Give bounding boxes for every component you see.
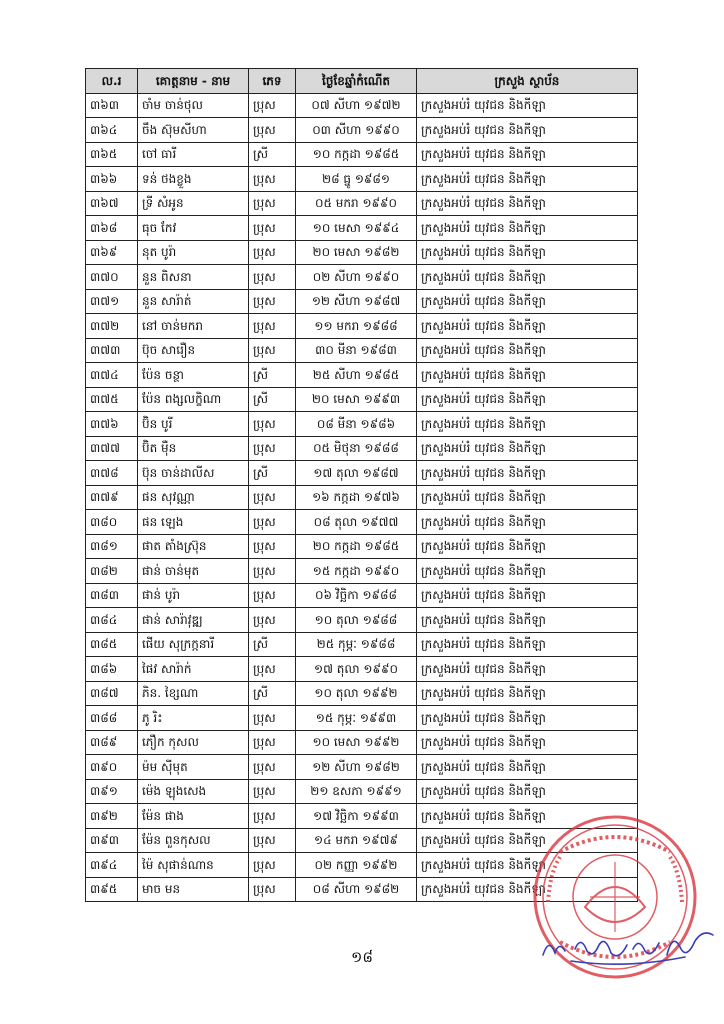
cell-name: នុត បូរ៉ា [138, 240, 249, 265]
cell-no: ៣៧៨ [86, 461, 138, 486]
cell-sex: ប្រុស [249, 755, 296, 780]
cell-ministry: ក្រសួងអប់រំ យុវជន និងកីឡា [417, 338, 638, 363]
cell-sex: ប្រុស [249, 706, 296, 731]
cell-sex: ប្រុស [249, 191, 296, 216]
cell-sex: ប្រុស [249, 534, 296, 559]
cell-sex: ប្រុស [249, 436, 296, 461]
cell-name: នួន សារ៉ាត់ [138, 289, 249, 314]
table-row [86, 387, 638, 412]
cell-sex: ប្រុស [249, 730, 296, 755]
cell-name: ប៊ុច សារឿន [138, 338, 249, 363]
cell-no: ៣៦៣ [86, 93, 138, 118]
table-row [86, 265, 638, 290]
cell-dob: ០៨ មីនា ១៩៨៦ [296, 412, 417, 437]
cell-sex: ប្រុស [249, 583, 296, 608]
cell-name: ចៅ ធារី [138, 142, 249, 167]
cell-sex: ប្រុស [249, 216, 296, 241]
cell-no: ៣៧១ [86, 289, 138, 314]
cell-no: ៣៨២ [86, 559, 138, 584]
table-row [86, 681, 638, 706]
table-row [86, 240, 638, 265]
table-row [86, 632, 638, 657]
cell-ministry: ក្រសួងអប់រំ យុវជន និងកីឡា [417, 216, 638, 241]
cell-ministry: ក្រសួងអប់រំ យុវជន និងកីឡា [417, 265, 638, 290]
cell-sex: ប្រុស [249, 559, 296, 584]
cell-name: ប៊ុន ចាន់ដាលីស [138, 461, 249, 486]
cell-sex: ប្រុស [249, 314, 296, 339]
cell-name: ផន ឡេង [138, 510, 249, 535]
cell-sex: ប្រុស [249, 510, 296, 535]
cell-name: ម៉ម ស៊ីមុត [138, 755, 249, 780]
cell-ministry: ក្រសួងអប់រំ យុវជន និងកីឡា [417, 485, 638, 510]
cell-dob: ០៨ តុលា ១៩៧៧ [296, 510, 417, 535]
cell-no: ៣៨៣ [86, 583, 138, 608]
cell-name: ផៃវ សារ៉ាក់ [138, 657, 249, 682]
cell-name: ភឿក កុសល [138, 730, 249, 755]
table-row [86, 363, 638, 388]
cell-name: ចឹង ស៊ុមសីហា [138, 118, 249, 143]
cell-ministry: ក្រសួងអប់រំ យុវជន និងកីឡា [417, 142, 638, 167]
cell-sex: ប្រុស [249, 779, 296, 804]
cell-dob: ០៦ វិច្ឆិកា ១៩៨៨ [296, 583, 417, 608]
table-row [86, 118, 638, 143]
cell-sex: ស្រី [249, 681, 296, 706]
cell-dob: ០២ កញ្ញា ១៩៩២ [296, 853, 417, 878]
cell-no: ៣៨១ [86, 534, 138, 559]
cell-ministry: ក្រសួងអប់រំ យុវជន និងកីឡា [417, 510, 638, 535]
cell-no: ៣៩១ [86, 779, 138, 804]
cell-name: ប៊ិន បូរី [138, 412, 249, 437]
cell-sex: ស្រី [249, 363, 296, 388]
header-ministry: ក្រសួង ស្ថាប័ន [417, 69, 638, 94]
cell-name: ទន់ ថងខ្លួង [138, 167, 249, 192]
cell-sex: ស្រី [249, 387, 296, 412]
cell-name: មាច មន [138, 877, 249, 902]
cell-ministry: ក្រសួងអប់រំ យុវជន និងកីឡា [417, 191, 638, 216]
cell-dob: ១០ មេសា ១៩៩៤ [296, 216, 417, 241]
cell-dob: ១០ តុលា ១៩៩២ [296, 681, 417, 706]
cell-no: ៣៦៦ [86, 167, 138, 192]
cell-name: ចាំម ចាន់ថុល [138, 93, 249, 118]
table-row [86, 338, 638, 363]
cell-name: ផាន់ សារ៉ាវុឌ្ឍ [138, 608, 249, 633]
cell-dob: ១៦ កក្កដា ១៩៧៦ [296, 485, 417, 510]
cell-dob: ២០ មេសា ១៩៩៣ [296, 387, 417, 412]
cell-ministry: ក្រសួងអប់រំ យុវជន និងកីឡា [417, 804, 638, 829]
cell-sex: ប្រុស [249, 412, 296, 437]
cell-ministry: ក្រសួងអប់រំ យុវជន និងកីឡា [417, 779, 638, 804]
cell-sex: ប្រុស [249, 657, 296, 682]
cell-name: ម៉ៃ សុផាន់ណាន [138, 853, 249, 878]
cell-no: ៣៨៥ [86, 632, 138, 657]
cell-dob: ២០ មេសា ១៩៨២ [296, 240, 417, 265]
cell-sex: ប្រុស [249, 804, 296, 829]
cell-no: ៣៧៦ [86, 412, 138, 437]
cell-name: ម៉ែន ពួនកុសល [138, 828, 249, 853]
table-row [86, 93, 638, 118]
cell-name: ផាន់ បូរ៉ា [138, 583, 249, 608]
cell-dob: ២៥ កុម្ភៈ ១៩៨៨ [296, 632, 417, 657]
signature [535, 915, 720, 975]
table-row [86, 167, 638, 192]
table-row [86, 534, 638, 559]
cell-name: នៅ ចាន់មករា [138, 314, 249, 339]
cell-dob: ១៥ កុម្ភៈ ១៩៩៣ [296, 706, 417, 731]
cell-sex: ប្រុស [249, 338, 296, 363]
cell-ministry: ក្រសួងអប់រំ យុវជន និងកីឡា [417, 681, 638, 706]
table-row [86, 559, 638, 584]
cell-sex: ប្រុស [249, 93, 296, 118]
cell-name: ធុច កែវ [138, 216, 249, 241]
cell-sex: ប្រុស [249, 828, 296, 853]
cell-name: ម៉ែន ផាង [138, 804, 249, 829]
cell-ministry: ក្រសួងអប់រំ យុវជន និងកីឡា [417, 657, 638, 682]
cell-no: ៣៦៨ [86, 216, 138, 241]
cell-ministry: ក្រសួងអប់រំ យុវជន និងកីឡា [417, 240, 638, 265]
cell-ministry: ក្រសួងអប់រំ យុវជន និងកីឡា [417, 412, 638, 437]
cell-no: ៣៨៩ [86, 730, 138, 755]
cell-no: ៣៨៦ [86, 657, 138, 682]
cell-dob: ១៧ វិច្ឆិកា ១៩៩៣ [296, 804, 417, 829]
table-row [86, 583, 638, 608]
table-row [86, 779, 638, 804]
cell-sex: ប្រុស [249, 877, 296, 902]
cell-dob: ១៧ តុលា ១៩៩០ [296, 657, 417, 682]
table-row [86, 289, 638, 314]
cell-no: ៣៩៣ [86, 828, 138, 853]
table-row [86, 412, 638, 437]
cell-ministry: ក្រសួងអប់រំ យុវជន និងកីឡា [417, 534, 638, 559]
cell-ministry: ក្រសួងអប់រំ យុវជន និងកីឡា [417, 877, 638, 902]
cell-dob: ១១ មករា ១៩៨៨ [296, 314, 417, 339]
cell-no: ៣៨៨ [86, 706, 138, 731]
header-dob: ថ្ងៃខែឆ្នាំកំណើត [296, 69, 417, 94]
cell-sex: ប្រុស [249, 265, 296, 290]
header-no: ល.រ [86, 69, 138, 94]
table-row [86, 608, 638, 633]
cell-sex: ប្រុស [249, 167, 296, 192]
cell-name: ផន សុវណ្ណា [138, 485, 249, 510]
cell-ministry: ក្រសួងអប់រំ យុវជន និងកីឡា [417, 93, 638, 118]
cell-no: ៣៧៧ [86, 436, 138, 461]
cell-dob: ១២ សីហា ១៩៨២ [296, 755, 417, 780]
cell-no: ៣៧៥ [86, 387, 138, 412]
cell-ministry: ក្រសួងអប់រំ យុវជន និងកីឡា [417, 706, 638, 731]
table-row [86, 730, 638, 755]
cell-no: ៣៦៥ [86, 142, 138, 167]
cell-no: ៣៦៤ [86, 118, 138, 143]
cell-sex: ស្រី [249, 142, 296, 167]
cell-sex: ប្រុស [249, 289, 296, 314]
cell-dob: ០២ សីហា ១៩៩០ [296, 265, 417, 290]
cell-name: ផាត តាំងស្រ៊ុន [138, 534, 249, 559]
cell-name: ប៉ែន ចន្ថា [138, 363, 249, 388]
cell-name: ម៉េង ឡុងសេង [138, 779, 249, 804]
cell-ministry: ក្រសួងអប់រំ យុវជន និងកីឡា [417, 118, 638, 143]
cell-ministry: ក្រសួងអប់រំ យុវជន និងកីឡា [417, 436, 638, 461]
table-row [86, 436, 638, 461]
cell-dob: ១២ សីហា ១៩៨៧ [296, 289, 417, 314]
table-row [86, 706, 638, 731]
header-sex: ភេទ [249, 69, 296, 94]
cell-dob: ១០ តុលា ១៩៨៨ [296, 608, 417, 633]
cell-no: ៣៩៤ [86, 853, 138, 878]
cell-ministry: ក្រសួងអប់រំ យុវជន និងកីឡា [417, 387, 638, 412]
cell-dob: ០៧ សីហា ១៩៧២ [296, 93, 417, 118]
table-header-row [86, 69, 638, 94]
cell-dob: ០៥ មិថុនា ១៩៨៨ [296, 436, 417, 461]
cell-ministry: ក្រសួងអប់រំ យុវជន និងកីឡា [417, 828, 638, 853]
cell-name: ទ្រី សំអូន [138, 191, 249, 216]
cell-ministry: ក្រសួងអប់រំ យុវជន និងកីឡា [417, 853, 638, 878]
cell-dob: ២១ ឧសភា ១៩៩១ [296, 779, 417, 804]
cell-ministry: ក្រសួងអប់រំ យុវជន និងកីឡា [417, 363, 638, 388]
cell-ministry: ក្រសួងអប់រំ យុវជន និងកីឡា [417, 755, 638, 780]
cell-dob: ០៥ មករា ១៩៩០ [296, 191, 417, 216]
cell-no: ៣៦៧ [86, 191, 138, 216]
cell-dob: ១៥ កក្កដា ១៩៩០ [296, 559, 417, 584]
cell-ministry: ក្រសួងអប់រំ យុវជន និងកីឡា [417, 559, 638, 584]
cell-dob: ០៨ សីហា ១៩៨២ [296, 877, 417, 902]
cell-dob: ២០ កក្កដា ១៩៨៥ [296, 534, 417, 559]
cell-ministry: ក្រសួងអប់រំ យុវជន និងកីឡា [417, 167, 638, 192]
cell-ministry: ក្រសួងអប់រំ យុវជន និងកីឡា [417, 608, 638, 633]
page-number: ១៨ [351, 948, 373, 966]
cell-no: ៣៧៤ [86, 363, 138, 388]
cell-name: ភិន. ខ្សៃណា [138, 681, 249, 706]
cell-dob: ២៥ សីហា ១៩៨៥ [296, 363, 417, 388]
cell-no: ៣៦៩ [86, 240, 138, 265]
cell-no: ៣៧០ [86, 265, 138, 290]
table-row [86, 142, 638, 167]
document-sheet [85, 68, 637, 902]
cell-name: ផាន់ ចាន់មុត [138, 559, 249, 584]
cell-sex: ប្រុស [249, 118, 296, 143]
cell-ministry: ក្រសួងអប់រំ យុវជន និងកីឡា [417, 730, 638, 755]
cell-no: ៣៧២ [86, 314, 138, 339]
cell-name: ប៉ែន ពង្សលក្ខិណា [138, 387, 249, 412]
cell-sex: ប្រុស [249, 608, 296, 633]
cell-sex: ប្រុស [249, 485, 296, 510]
cell-name: ផើយ សុក្រក្កនារី [138, 632, 249, 657]
cell-dob: ៣០ មីនា ១៩៨៣ [296, 338, 417, 363]
cell-ministry: ក្រសួងអប់រំ យុវជន និងកីឡា [417, 632, 638, 657]
table-row [86, 461, 638, 486]
cell-no: ៣៨៧ [86, 681, 138, 706]
cell-dob: ១០ មេសា ១៩៩២ [296, 730, 417, 755]
cell-name: ភូ រិះ [138, 706, 249, 731]
table-row [86, 191, 638, 216]
cell-dob: ១៧ តុលា ១៩៨៧ [296, 461, 417, 486]
table-row [86, 510, 638, 535]
cell-name: នួន ពិសនា [138, 265, 249, 290]
cell-no: ៣៨០ [86, 510, 138, 535]
cell-sex: ស្រី [249, 632, 296, 657]
cell-ministry: ក្រសួងអប់រំ យុវជន និងកីឡា [417, 314, 638, 339]
cell-dob: ១៤ មករា ១៩៧៩ [296, 828, 417, 853]
cell-no: ៣៩៥ [86, 877, 138, 902]
cell-no: ៣៧៩ [86, 485, 138, 510]
cell-dob: ០៣ សីហា ១៩៩០ [296, 118, 417, 143]
table-row [86, 485, 638, 510]
cell-dob: ២៨ ធ្នូ ១៩៨១ [296, 167, 417, 192]
cell-dob: ១០ កក្កដា ១៩៨៥ [296, 142, 417, 167]
cell-sex: ប្រុស [249, 240, 296, 265]
cell-no: ៣៨៤ [86, 608, 138, 633]
cell-sex: ប្រុស [249, 853, 296, 878]
cell-no: ៣៧៣ [86, 338, 138, 363]
cell-ministry: ក្រសួងអប់រំ យុវជន និងកីឡា [417, 289, 638, 314]
table-row [86, 657, 638, 682]
cell-ministry: ក្រសួងអប់រំ យុវជន និងកីឡា [417, 461, 638, 486]
table-row [86, 216, 638, 241]
table-row [86, 755, 638, 780]
header-name: គោត្តនាម - នាម [138, 69, 249, 94]
cell-no: ៣៩២ [86, 804, 138, 829]
cell-no: ៣៩០ [86, 755, 138, 780]
cell-name: ប៊ិត ម៉ឺន [138, 436, 249, 461]
table-row [86, 314, 638, 339]
cell-ministry: ក្រសួងអប់រំ យុវជន និងកីឡា [417, 583, 638, 608]
personnel-table [85, 68, 638, 902]
cell-sex: ស្រី [249, 461, 296, 486]
